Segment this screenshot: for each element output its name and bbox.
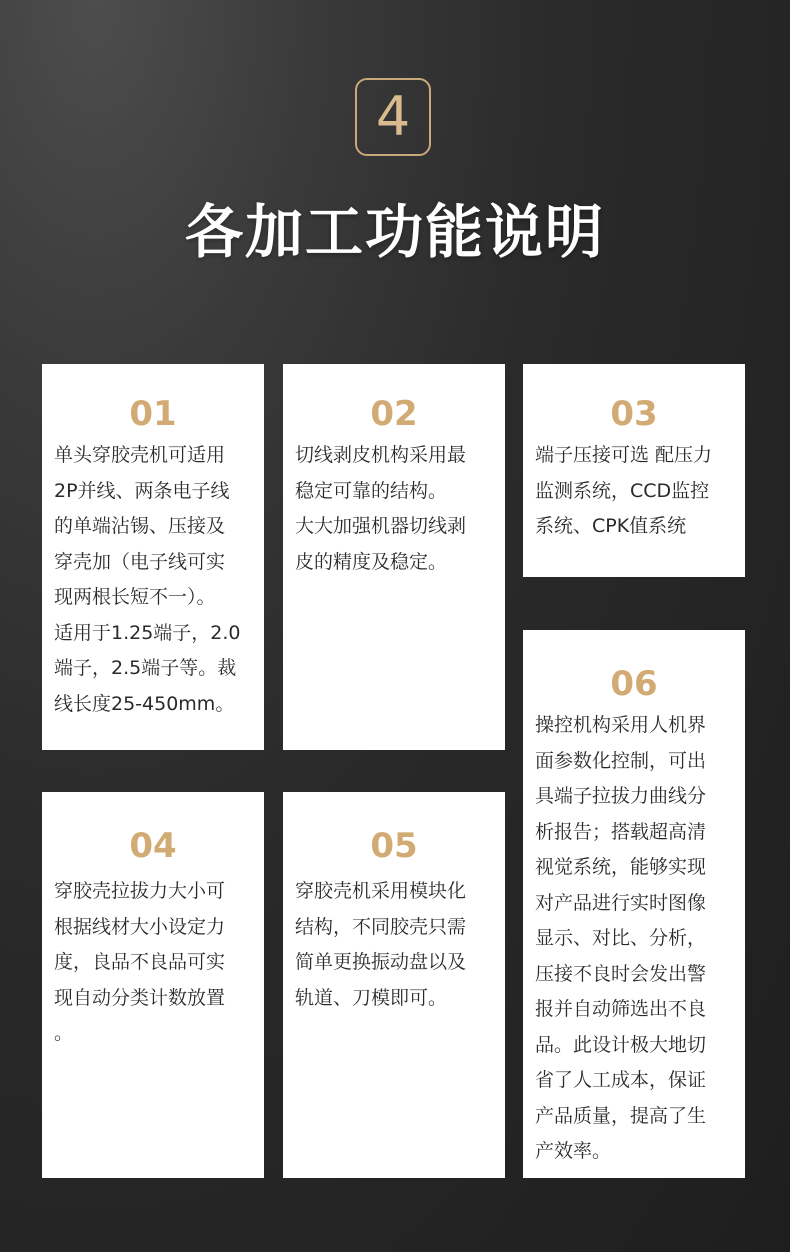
card-description [535, 708, 733, 1170]
page-title: 各加工功能说明 [184, 198, 605, 266]
card-number: 04 [129, 826, 177, 866]
card-number: 03 [610, 394, 658, 434]
text-line: 产效率。 [535, 1140, 612, 1162]
text-line: 系统、CPK值系统 [535, 515, 687, 537]
card-number: 01 [129, 394, 177, 434]
step-number-badge: 4 [355, 78, 431, 156]
feature-card-05 [283, 792, 505, 1178]
card-number: 02 [370, 394, 418, 434]
text-line: 显示、对比、分析， [535, 927, 707, 949]
card-description [535, 438, 733, 545]
text-line: 简单更换振动盘以及 [295, 951, 467, 973]
text-line: 穿胶壳拉拔力大小可 [54, 880, 226, 902]
text-line: 穿壳加（电子线可实 [54, 550, 226, 573]
text-line: 2P并线、两条电子线 [54, 479, 230, 502]
feature-card-03 [523, 364, 745, 577]
text-line: 穿胶壳机采用模块化 [295, 880, 467, 902]
text-line: 轨道、刀模即可。 [295, 986, 448, 1009]
text-line: 现自动分类计数放置 [54, 986, 226, 1009]
text-line: 切线剥皮机构采用最 [295, 444, 467, 466]
card-description [295, 438, 493, 580]
card-number: 06 [610, 664, 658, 704]
text-line: 操控机构采用人机界 [535, 714, 707, 736]
card-description [54, 874, 252, 1052]
text-line: 皮的精度及稳定。 [295, 550, 448, 573]
text-line: 析报告；搭载超高清 [535, 820, 707, 843]
text-line: 监测系统，CCD监控 [535, 479, 710, 502]
text-line: 端子，2.5端子等。裁 [54, 657, 237, 679]
feature-card-04 [42, 792, 264, 1178]
text-line: 适用于1.25端子，2.0 [54, 621, 241, 644]
text-line: 产品质量，提高了生 [535, 1104, 707, 1127]
text-line: 现两根长短不一）。 [54, 586, 216, 608]
card-description [295, 874, 493, 1016]
text-line: 具端子拉拔力曲线分 [535, 785, 707, 807]
feature-card-01 [42, 364, 264, 750]
text-line: 。 [54, 1022, 74, 1044]
text-line: 视觉系统，能够实现 [535, 856, 707, 878]
text-line: 线长度25-450mm。 [54, 692, 235, 715]
card-number: 05 [370, 826, 418, 866]
feature-card-02 [283, 364, 505, 750]
text-line: 根据线材大小设定力 [54, 915, 226, 938]
text-line: 对产品进行实时图像 [535, 891, 707, 914]
text-line: 稳定可靠的结构。 [295, 479, 448, 502]
text-line: 面参数化控制，可出 [535, 749, 707, 772]
card-description [54, 438, 252, 722]
text-line: 度，良品不良品可实 [54, 951, 226, 973]
feature-card-06 [523, 630, 745, 1178]
text-line: 品。此设计极大地切 [535, 1033, 707, 1056]
text-line: 省了人工成本，保证 [535, 1069, 707, 1091]
text-line: 端子压接可选 配压力 [535, 444, 713, 466]
text-line: 结构，不同胶壳只需 [295, 915, 467, 938]
text-line: 大大加强机器切线剥 [295, 515, 467, 537]
text-line: 的单端沾锡、压接及 [54, 515, 226, 537]
text-line: 压接不良时会发出警 [535, 962, 707, 985]
text-line: 报并自动筛选出不良 [535, 998, 707, 1020]
text-line: 单头穿胶壳机可适用 [54, 444, 226, 466]
